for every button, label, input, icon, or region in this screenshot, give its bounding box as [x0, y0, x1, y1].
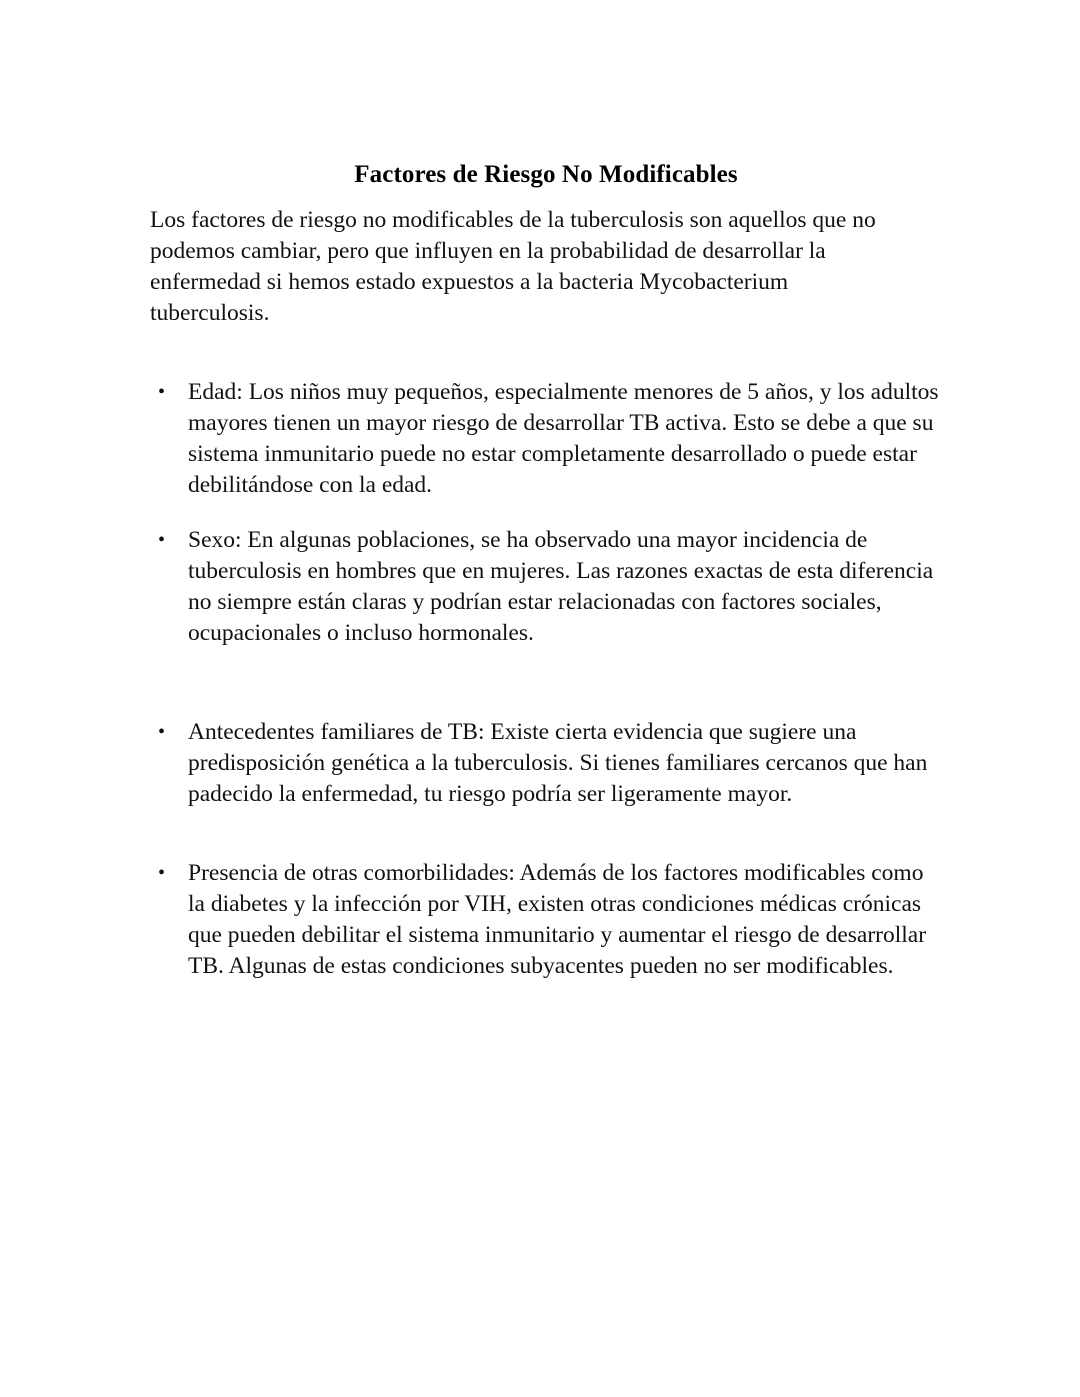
spacer-bullet-3-4 [150, 810, 942, 858]
intro-paragraph: Los factores de riesgo no modificables de la tuberculosis son aquellos que no podemos cambiar, pero que influyen en la probabilidad de desarrollar la enfermedad si hemos estado expuestos a la bacteria Mycobacterium tuberculosis. [150, 207, 876, 326]
risk-factor-list [150, 377, 942, 982]
spacer-intro-to-list [150, 329, 942, 377]
spacer-bullet-2-3 [150, 649, 942, 717]
spacer-bullet-1-2 [150, 501, 942, 525]
list-item [150, 858, 942, 982]
list-item [150, 525, 942, 649]
list-item-text: Antecedentes familiares de TB: Existe cierta evidencia que sugiere una predisposición genética a la tuberculosis. Si tienes familiares cercanos que han padecido la enfermedad, tu riesgo podría ser ligeramente mayor. [188, 719, 928, 807]
list-item-text: Edad: Los niños muy pequeños, especialmente menores de 5 años, y los adultos mayores tienen un mayor riesgo de desarrollar TB activa. Esto se debe a que su sistema inmunitario puede no estar completamente desarrollado o puede estar debilitándose con la edad. [188, 379, 939, 498]
list-item [150, 717, 942, 810]
page-title: Factores de Riesgo No Modificables [354, 161, 738, 188]
bullet-point-icon: • [158, 862, 166, 884]
bullet-point-icon: • [158, 529, 166, 551]
list-item-text: Presencia de otras comorbilidades: Además de los factores modificables como la diabetes y la infección por VIH, existen otras condiciones médicas crónicas que pueden debilitar el sistema inmunitario y aumentar el riesgo de desarrollar TB. Algunas de estas condiciones subyacentes pueden no ser modificables. [188, 860, 927, 979]
document-body [150, 158, 942, 982]
bullet-point-icon: • [158, 721, 166, 743]
bullet-point-icon: • [158, 381, 166, 403]
list-item [150, 377, 942, 501]
list-item-text: Sexo: En algunas poblaciones, se ha observado una mayor incidencia de tuberculosis en hombres que en mujeres. Las razones exactas de esta diferencia no siempre están claras y podrían estar relacionadas con factores sociales, ocupacionales o incluso hormonales. [188, 527, 934, 646]
